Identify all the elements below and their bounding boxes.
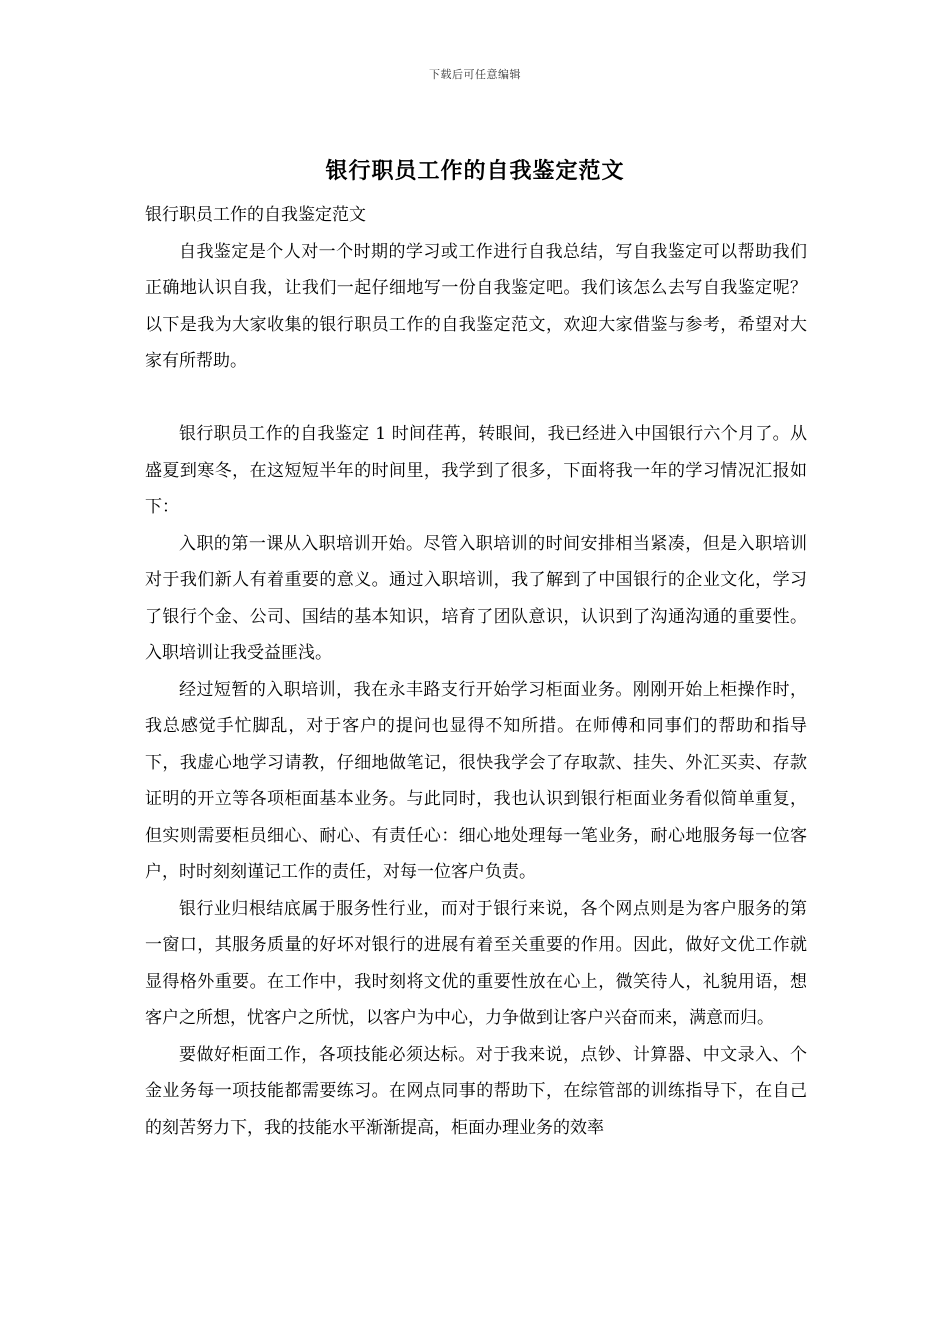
document-body (145, 197, 807, 1146)
document-subtitle: 银行职员工作的自我鉴定范文 (145, 205, 366, 225)
paragraph-4: 银行业归根结底属于服务性行业，而对于银行来说，各个网点则是为客户服务的第一窗口，其服务质量的好坏对银行的进展有着至关重要的作用。因此，做好文优工作就显得格外重要。在工作中，我时刻将文优的重要性放在心上，微笑待人，礼貌用语，想客户之所想，忧客户之所忧，以客户为中心，力争做到让客户兴奋而来，满意而归。 (145, 898, 807, 1028)
page-header-note: 下载后可任意编辑 (429, 68, 521, 81)
paragraph-1: 银行职员工作的自我鉴定 1 时间荏苒，转眼间，我已经进入中国银行六个月了。从盛夏到寒冬，在这短短半年的时间里，我学到了很多，下面将我一年的学习情况汇报如下： (145, 424, 807, 517)
paragraph-2: 入职的第一课从入职培训开始。尽管入职培训的时间安排相当紧凑，但是入职培训对于我们新人有着重要的意义。通过入职培训，我了解到了中国银行的企业文化，学习了银行个金、公司、国结的基本知识，培育了团队意识，认识到了沟通沟通的重要性。入职培训让我受益匪浅。 (145, 533, 807, 663)
paragraph-3: 经过短暂的入职培训，我在永丰路支行开始学习柜面业务。刚刚开始上柜操作时，我总感觉手忙脚乱，对于客户的提问也显得不知所措。在师傅和同事们的帮助和指导下，我虚心地学习请教，仔细地做笔记，很快我学会了存取款、挂失、外汇买卖、存款证明的开立等各项柜面基本业务。与此同时，我也认识到银行柜面业务看似简单重复，但实则需要柜员细心、耐心、有责任心：细心地处理每一笔业务，耐心地服务每一位客户，时时刻刻谨记工作的责任，对每一位客户负责。 (145, 679, 807, 882)
document-title: 银行职员工作的自我鉴定范文 (325, 158, 625, 184)
paragraph-5: 要做好柜面工作，各项技能必须达标。对于我来说，点钞、计算器、中文录入、个金业务每一项技能都需要练习。在网点同事的帮助下，在综管部的训练指导下，在自己的刻苦努力下，我的技能水平渐渐提高，柜面办理业务的效率 (145, 1044, 807, 1138)
blank-line (145, 380, 807, 417)
paragraph-intro: 自我鉴定是个人对一个时期的学习或工作进行自我总结，写自我鉴定可以帮助我们正确地认识自我，让我们一起仔细地写一份自我鉴定吧。我们该怎么去写自我鉴定呢？以下是我为大家收集的银行职员工作的自我鉴定范文，欢迎大家借鉴与参考，希望对大家有所帮助。 (145, 241, 807, 371)
